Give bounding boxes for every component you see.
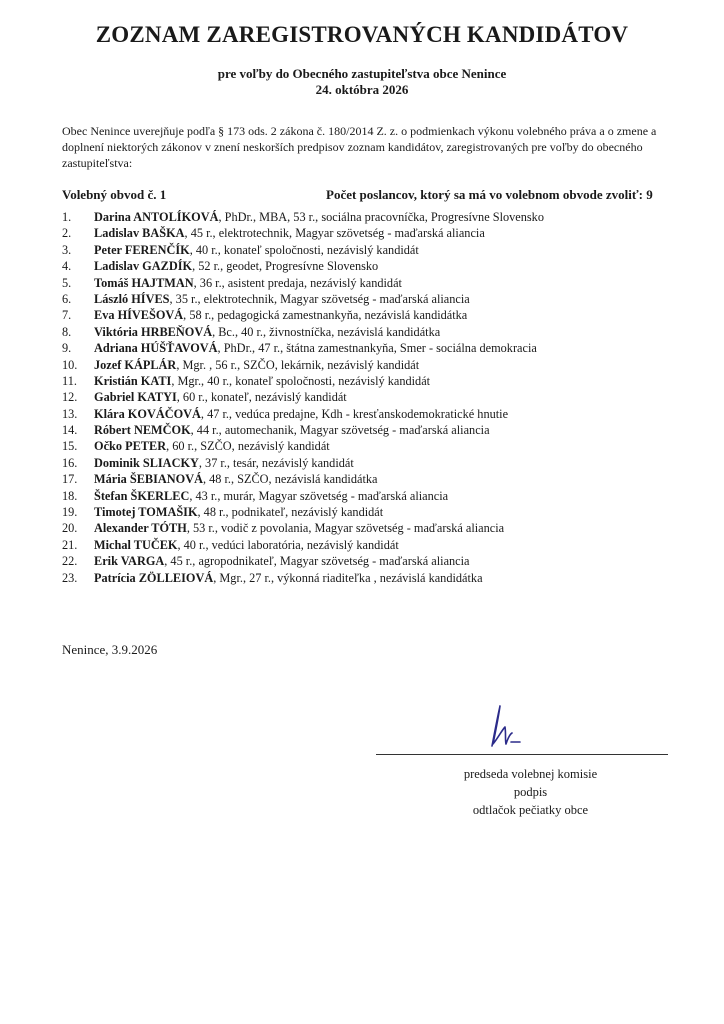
document-subtitle — [0, 66, 724, 98]
candidate-name: Darina ANTOLÍKOVÁ — [94, 210, 219, 224]
candidate-row — [62, 520, 702, 536]
signature-caption — [418, 765, 643, 819]
candidate-number: 8. — [62, 324, 72, 339]
candidate-row — [62, 258, 702, 274]
candidate-number: 4. — [62, 259, 72, 274]
candidate-number: 3. — [62, 242, 72, 257]
candidate-row — [62, 438, 702, 454]
candidate-number: 5. — [62, 275, 72, 290]
candidate-details: , Bc., 40 r., živnostníčka, nezávislá kandidátka — [212, 324, 441, 339]
candidate-name: Michal TUČEK — [94, 537, 178, 552]
candidate-number: 6. — [62, 291, 72, 306]
candidate-name: Patrícia ZÖLLEIOVÁ — [94, 570, 214, 585]
candidate-name: Klára KOVÁČOVÁ — [94, 406, 201, 421]
candidate-name: Adriana HÚŠŤAVOVÁ — [94, 341, 218, 356]
candidate-number: 12. — [62, 390, 78, 405]
candidate-name: Jozef KÁPLÁR — [94, 357, 177, 372]
candidate-details: , 45 r., agropodnikateľ, Magyar szövetség - maďarská aliancia — [164, 554, 470, 569]
candidate-row — [62, 455, 702, 471]
candidate-name: László HÍVES — [94, 291, 170, 306]
candidate-number: 11. — [62, 373, 77, 388]
candidate-name: Róbert NEMČOK — [94, 423, 191, 438]
candidate-row — [62, 488, 702, 504]
candidate-details: , 45 r., elektrotechnik, Magyar szövetség - maďarská aliancia — [184, 226, 485, 241]
subtitle-date: 24. októbra 2026 — [315, 82, 409, 97]
candidate-details: , Mgr., 40 r., konateľ spoločnosti, nezávislý kandidát — [171, 373, 431, 388]
candidate-row — [62, 291, 702, 307]
signature-caption-line: predseda volebnej komisie — [463, 767, 598, 781]
candidate-row — [62, 422, 702, 438]
candidate-details: , 48 r., SZČO, nezávislá kandidátka — [202, 472, 378, 487]
candidate-name: Ladislav GAZDÍK — [94, 259, 193, 274]
candidate-details: , 40 r., vedúci laboratória, nezávislý kandidát — [177, 537, 399, 552]
document-title: ZOZNAM ZAREGISTROVANÝCH KANDIDÁTOV — [95, 22, 629, 47]
candidate-number: 21. — [62, 537, 78, 552]
candidate-row — [62, 225, 702, 241]
candidate-details: , 37 r., tesár, nezávislý kandidát — [198, 455, 354, 470]
candidate-row — [62, 570, 702, 586]
candidate-row — [62, 340, 702, 356]
signature-caption-line: odtlačok pečiatky obce — [472, 803, 589, 817]
candidate-name: Timotej TOMAŠIK — [94, 505, 198, 520]
district-label: Volebný obvod č. 1 — [62, 187, 167, 202]
candidate-number: 7. — [62, 308, 72, 323]
candidate-number: 19. — [62, 505, 78, 520]
candidate-number: 16. — [62, 455, 78, 470]
candidate-details: , 53 r., vodič z povolania, Magyar szövetség - maďarská aliancia — [186, 521, 505, 536]
seats-count: Počet poslancov, ktorý sa má vo volebnom obvode zvoliť: 9 — [326, 187, 653, 202]
candidate-details: , 47 r., vedúca predajne, Kdh - kresťanskodemokratické hnutie — [200, 406, 509, 421]
candidate-number: 9. — [62, 341, 72, 356]
candidate-name: Viktória HRBEŇOVÁ — [94, 324, 213, 339]
candidate-name: Gabriel KATYI — [94, 390, 177, 405]
candidate-details: , PhDr., 47 r., štátna zamestnankyňa, Smer - sociálna demokracia — [217, 341, 537, 356]
intro-paragraph: Obec Nenince uverejňuje podľa § 173 ods. 2 zákona č. 180/2014 Z. z. o podmienkach výkonu volebného práva a o zmene a doplnení niektorých zákonov v znení neskorších predpisov zoznam kandidátov, zaregistrovaných pre voľby do obecného zastupiteľstva: — [62, 124, 657, 170]
candidate-number: 2. — [62, 226, 72, 241]
candidate-name: Ladislav BAŠKA — [94, 226, 185, 241]
candidate-row — [62, 471, 702, 487]
candidate-row — [62, 275, 702, 291]
candidate-number: 20. — [62, 521, 78, 536]
candidate-row — [62, 357, 702, 373]
candidate-number: 14. — [62, 423, 78, 438]
candidate-name: Peter FERENČÍK — [94, 242, 190, 257]
candidate-details: , PhDr., MBA, 53 r., sociálna pracovníčka, Progresívne Slovensko — [218, 210, 544, 224]
candidate-name: Tomáš HAJTMAN — [94, 275, 194, 290]
candidate-list — [62, 209, 702, 586]
candidate-name: Očko PETER — [94, 439, 167, 454]
subtitle-election: pre voľby do Obecného zastupiteľstva obce Nenince — [217, 66, 507, 81]
candidate-details: , 58 r., pedagogická zamestnankyňa, nezávislá kandidátka — [183, 308, 468, 323]
candidate-details: , 60 r., SZČO, nezávislý kandidát — [166, 439, 330, 454]
candidate-row — [62, 209, 702, 225]
candidate-name: Dominik SLIACKY — [94, 455, 199, 470]
candidate-number: 22. — [62, 554, 78, 569]
candidate-details: , Mgr., 27 r., výkonná riaditeľka , nezávislá kandidátka — [213, 570, 483, 585]
candidate-row — [62, 537, 702, 553]
candidate-details: , 44 r., automechanik, Magyar szövetség - maďarská aliancia — [190, 423, 490, 438]
candidate-row — [62, 389, 702, 405]
candidate-row — [62, 373, 702, 389]
candidate-row — [62, 504, 702, 520]
signature-line — [376, 754, 668, 755]
candidate-number: 1. — [62, 210, 72, 224]
candidate-name: Eva HÍVEŠOVÁ — [94, 308, 184, 323]
candidate-name: Alexander TÓTH — [94, 521, 187, 536]
candidate-details: , 35 r., elektrotechnik, Magyar szövetség - maďarská aliancia — [169, 291, 470, 306]
candidate-row — [62, 324, 702, 340]
candidate-row — [62, 553, 702, 569]
candidate-number: 18. — [62, 488, 78, 503]
candidate-number: 15. — [62, 439, 78, 454]
candidate-row — [62, 307, 702, 323]
candidate-row — [62, 406, 702, 422]
candidate-name: Erik VARGA — [94, 554, 165, 569]
candidate-number: 10. — [62, 357, 78, 372]
candidate-details: , 60 r., konateľ, nezávislý kandidát — [176, 390, 347, 405]
candidate-number: 23. — [62, 570, 78, 585]
candidate-row — [62, 242, 702, 258]
signature-image — [478, 700, 538, 752]
candidate-details: , 52 r., geodet, Progresívne Slovensko — [192, 259, 379, 274]
candidate-name: Štefan ŠKERLEC — [94, 488, 190, 503]
candidate-number: 17. — [62, 472, 78, 487]
candidate-details: , 43 r., murár, Magyar szövetség - maďarská aliancia — [189, 488, 449, 503]
candidate-name: Kristián KATI — [94, 373, 172, 388]
candidate-name: Mária ŠEBIANOVÁ — [94, 472, 203, 487]
candidate-details: , Mgr. , 56 r., SZČO, lekárnik, nezávislý kandidát — [176, 357, 420, 372]
signature-caption-line: podpis — [513, 785, 548, 799]
candidate-details: , 40 r., konateľ spoločnosti, nezávislý kandidát — [189, 242, 419, 257]
place-date: Nenince, 3.9.2026 — [62, 642, 158, 657]
candidate-number: 13. — [62, 406, 78, 421]
candidate-details: , 36 r., asistent predaja, nezávislý kandidát — [193, 275, 402, 290]
candidate-details: , 48 r., podnikateľ, nezávislý kandidát — [197, 505, 384, 520]
